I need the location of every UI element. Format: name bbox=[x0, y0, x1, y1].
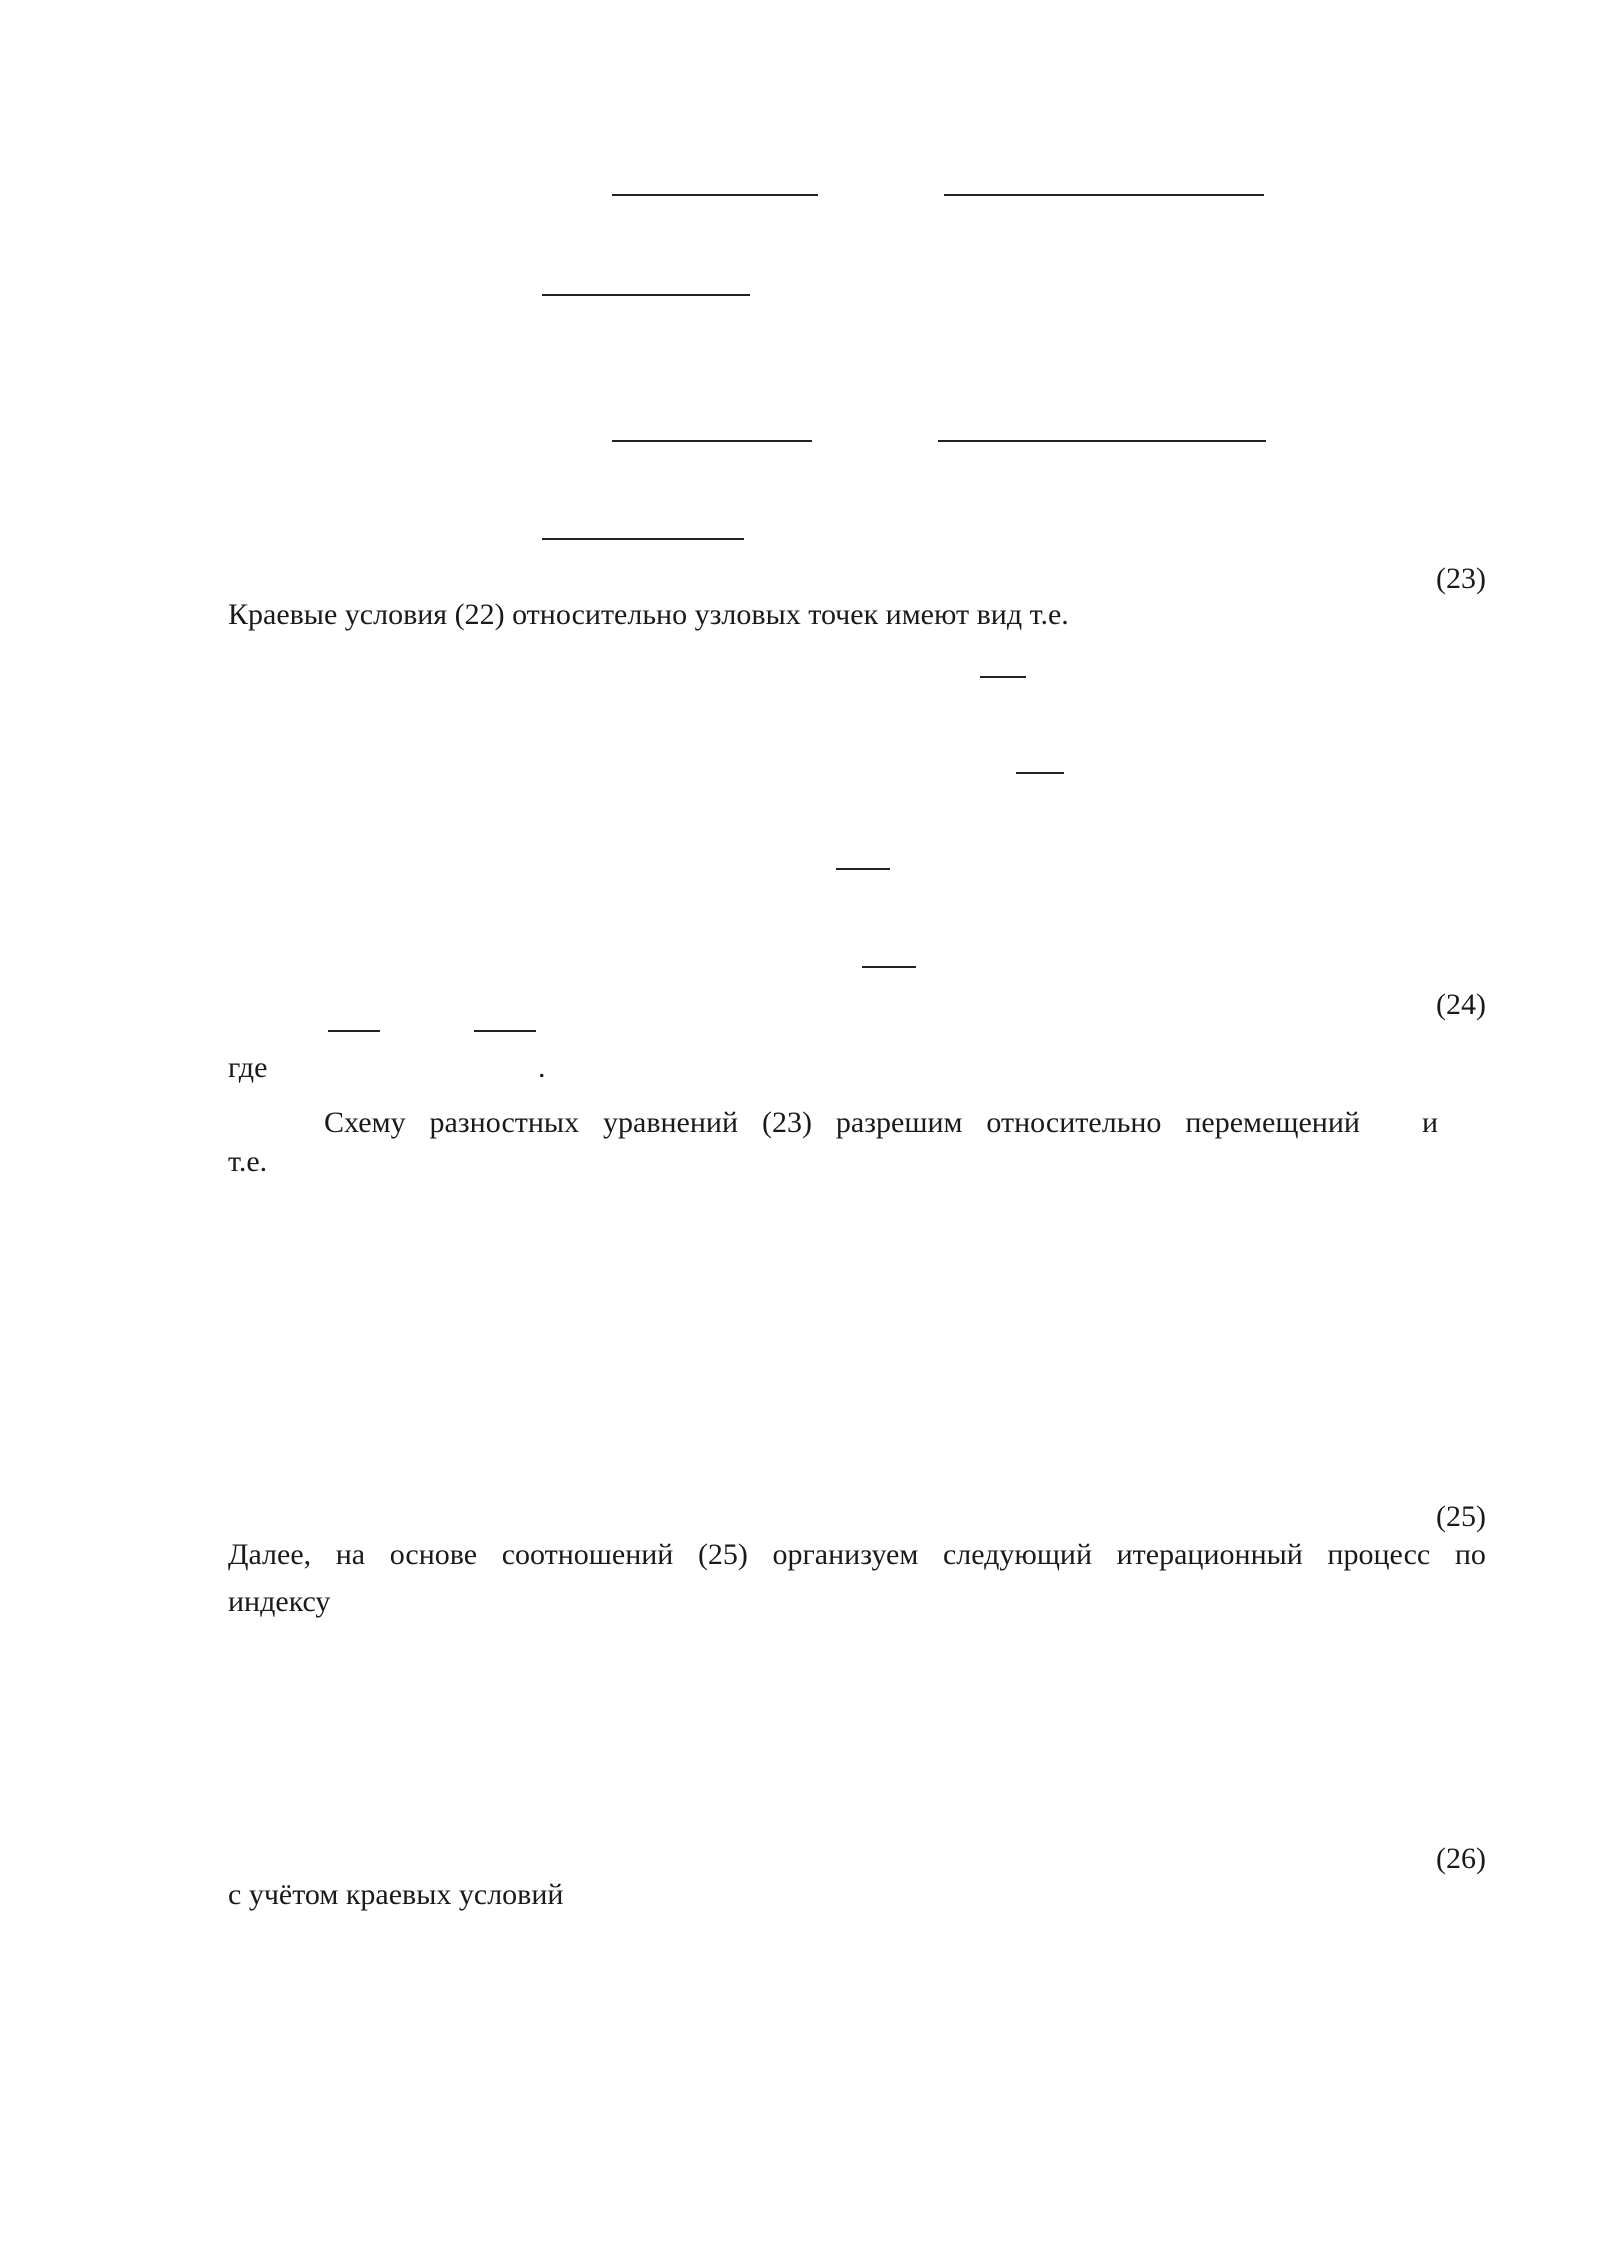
fraction-bar bbox=[980, 676, 1026, 678]
fraction-bar bbox=[862, 966, 916, 968]
paragraph-scheme bbox=[324, 1104, 1360, 1142]
word: организуем bbox=[772, 1538, 919, 1571]
fraction-bar bbox=[612, 194, 818, 196]
word: разрешим bbox=[835, 1106, 963, 1139]
word: Далее, bbox=[228, 1538, 312, 1571]
equation-number-26: (26) bbox=[1436, 1842, 1486, 1875]
fraction-bar bbox=[542, 538, 744, 540]
fraction-bar bbox=[938, 440, 1266, 442]
equation-number-24: (24) bbox=[1436, 988, 1486, 1021]
word: соотношений bbox=[501, 1538, 674, 1571]
fraction-bar bbox=[542, 294, 750, 296]
word: разностных bbox=[429, 1106, 580, 1139]
fraction-bar bbox=[474, 1030, 536, 1032]
word: (25) bbox=[697, 1538, 748, 1571]
word: по bbox=[1454, 1538, 1486, 1571]
fraction-bar bbox=[836, 868, 890, 870]
where-label: где bbox=[228, 1051, 268, 1084]
word: основе bbox=[389, 1538, 478, 1571]
fraction-bar bbox=[944, 194, 1264, 196]
word: на bbox=[335, 1538, 366, 1571]
equation-number-25: (25) bbox=[1436, 1500, 1486, 1533]
word: относительно bbox=[986, 1106, 1162, 1139]
iteration-line-2: индексу bbox=[228, 1585, 331, 1618]
word: итерационный bbox=[1116, 1538, 1303, 1571]
paragraph-iteration bbox=[228, 1536, 1486, 1574]
fraction-bar bbox=[1016, 772, 1064, 774]
word: процесс bbox=[1327, 1538, 1431, 1571]
word: уравнений bbox=[603, 1106, 739, 1139]
fraction-bar bbox=[612, 440, 812, 442]
equation-number-23: (23) bbox=[1436, 562, 1486, 595]
word: (23) bbox=[761, 1106, 812, 1139]
where-period: . bbox=[538, 1051, 546, 1084]
word: перемещений bbox=[1185, 1106, 1360, 1139]
word: следующий bbox=[942, 1538, 1093, 1571]
paragraph-with-boundary-conditions: с учётом краевых условий bbox=[228, 1878, 564, 1911]
scheme-ie: т.е. bbox=[228, 1145, 268, 1178]
scheme-and: и bbox=[1422, 1106, 1439, 1139]
fraction-bar bbox=[328, 1030, 380, 1032]
paragraph-boundary-conditions: Краевые условия (22) относительно узловых точек имеют вид т.е. bbox=[228, 598, 1069, 631]
word: Схему bbox=[324, 1106, 406, 1139]
